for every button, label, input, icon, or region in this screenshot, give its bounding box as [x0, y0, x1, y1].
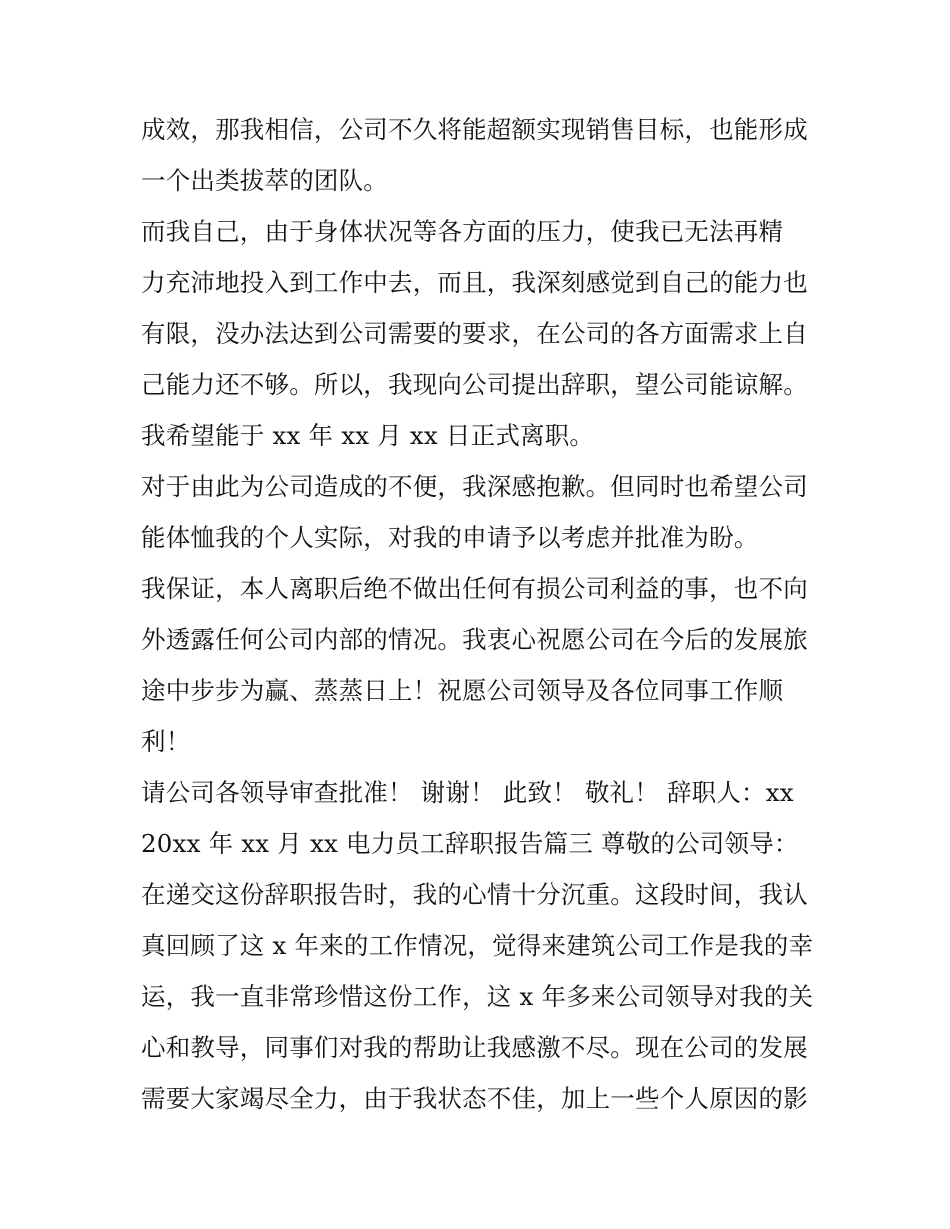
text-line: 利！ [141, 727, 191, 756]
text-line: 心和教导，同事们对我的帮助让我感激不尽。现在公司的发展 [141, 1033, 808, 1062]
document-body [141, 104, 821, 1124]
text-line: 请公司各领导审查批准！ 谢谢！ 此致！ 敬礼！ 辞职人：xx [141, 778, 794, 807]
text-line: 在递交这份辞职报告时，我的心情十分沉重。这段时间，我认 [141, 880, 808, 909]
text-line: 力充沛地投入到工作中去，而且，我深刻感觉到自己的能力也 [141, 268, 808, 297]
text-line: 我希望能于 xx 年 xx 月 xx 日正式离职。 [141, 421, 595, 450]
text-line: 一个出类拔萃的团队。 [141, 166, 388, 195]
text-line: 需要大家竭尽全力，由于我状态不佳，加上一些个人原因的影 [141, 1084, 808, 1113]
text-line: 外透露任何公司内部的情况。我衷心祝愿公司在今后的发展旅 [141, 625, 808, 654]
text-line: 有限，没办法达到公司需要的要求，在公司的各方面需求上自 [141, 319, 808, 348]
text-line: 真回顾了这 x 年来的工作情况，觉得来建筑公司工作是我的幸 [141, 931, 814, 960]
text-line: 途中步步为赢、蒸蒸日上！祝愿公司领导及各位同事工作顺 [141, 676, 784, 705]
text-line: 能体恤我的个人实际，对我的申请予以考虑并批准为盼。 [141, 523, 759, 552]
text-line: 而我自己，由于身体状况等各方面的压力，使我已无法再精 [141, 217, 784, 246]
text-line: 20xx 年 xx 月 xx 电力员工辞职报告篇三 尊敬的公司领导： [141, 829, 799, 858]
text-line: 对于由此为公司造成的不便，我深感抱歉。但同时也希望公司 [141, 472, 808, 501]
text-line: 我保证，本人离职后绝不做出任何有损公司利益的事，也不向 [141, 574, 808, 603]
text-line: 成效，那我相信，公司不久将能超额实现销售目标，也能形成 [141, 115, 808, 144]
text-line: 运，我一直非常珍惜这份工作，这 x 年多来公司领导对我的关 [141, 982, 814, 1011]
text-line: 己能力还不够。所以，我现向公司提出辞职，望公司能谅解。 [141, 370, 808, 399]
